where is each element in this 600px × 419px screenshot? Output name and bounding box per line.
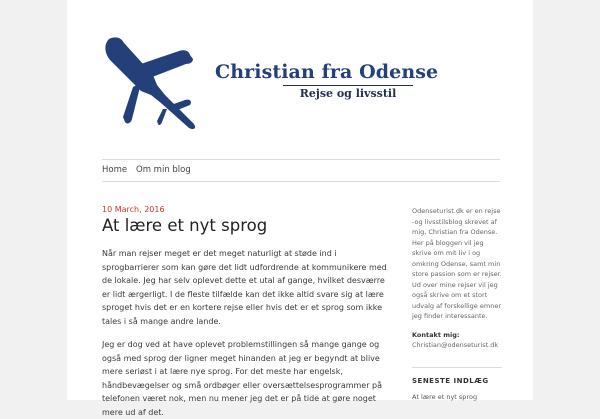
post-body xyxy=(102,247,395,419)
contact-label: Kontakt mig: xyxy=(412,330,460,339)
sidebar xyxy=(412,206,502,403)
page xyxy=(67,0,533,417)
contact-email[interactable]: Christian@odenseturist.dk xyxy=(412,341,499,349)
post-paragraph: Jeg er dog ved at have oplevet problemstillingen så mange gange og også med sprog der ligner meget hinanden at jeg er begyndt at blive mere seriøst i at lære nye sprog. For det meste har engelsk, håndbevægelser og små ordbøger eller oversættelsesprogrammer på telefonen været nok, men nu mener jeg det er på tide at gøre noget mere ud af det. xyxy=(102,340,383,417)
recent-posts-heading: SENESTE INDLÆG xyxy=(412,367,502,387)
post-date[interactable]: 10 March, 2016 xyxy=(102,205,165,214)
main-nav xyxy=(102,159,500,182)
site-tagline: Rejse og livsstil xyxy=(283,85,413,100)
post-content xyxy=(102,205,395,419)
site-title[interactable]: Christian fra Odense xyxy=(215,61,439,83)
post-paragraph: Når man rejser meget er det meget naturligt at støde ind i sprogbarrierer som kan gøre det lidt udfordrende at kommunikere med de lokale. Jeg har selv oplevet dette et utal af gange, hvilket desværre er lidt ærgerligt. I de fleste tilfælde kan det ikke altid svare sig at lære sproget hvis det er en kortere rejse eller hvis det er et sprog som ikke tales i så mange andre lande. xyxy=(102,249,387,326)
recent-post-link[interactable]: At lære et nyt sprog xyxy=(412,393,478,401)
nav-item-om-min-blog[interactable]: Om min blog xyxy=(136,165,191,175)
airplane-icon[interactable] xyxy=(105,37,201,129)
nav-item-home[interactable]: Home xyxy=(102,165,128,175)
post-title[interactable]: At lære et nyt sprog xyxy=(102,216,268,235)
sidebar-about-text: Odenseturist.dk er en rejse -og livsstilsblog skrevet af mig, Christian fra Odense. Her på bloggen vil jeg skrive om mit liv i og omkring Odense, samt min store passion som er rejser. Ud over mine rejser vil jeg også skrive om et stort udvalg af forskellige emner jeg finder interessante. xyxy=(412,207,502,320)
